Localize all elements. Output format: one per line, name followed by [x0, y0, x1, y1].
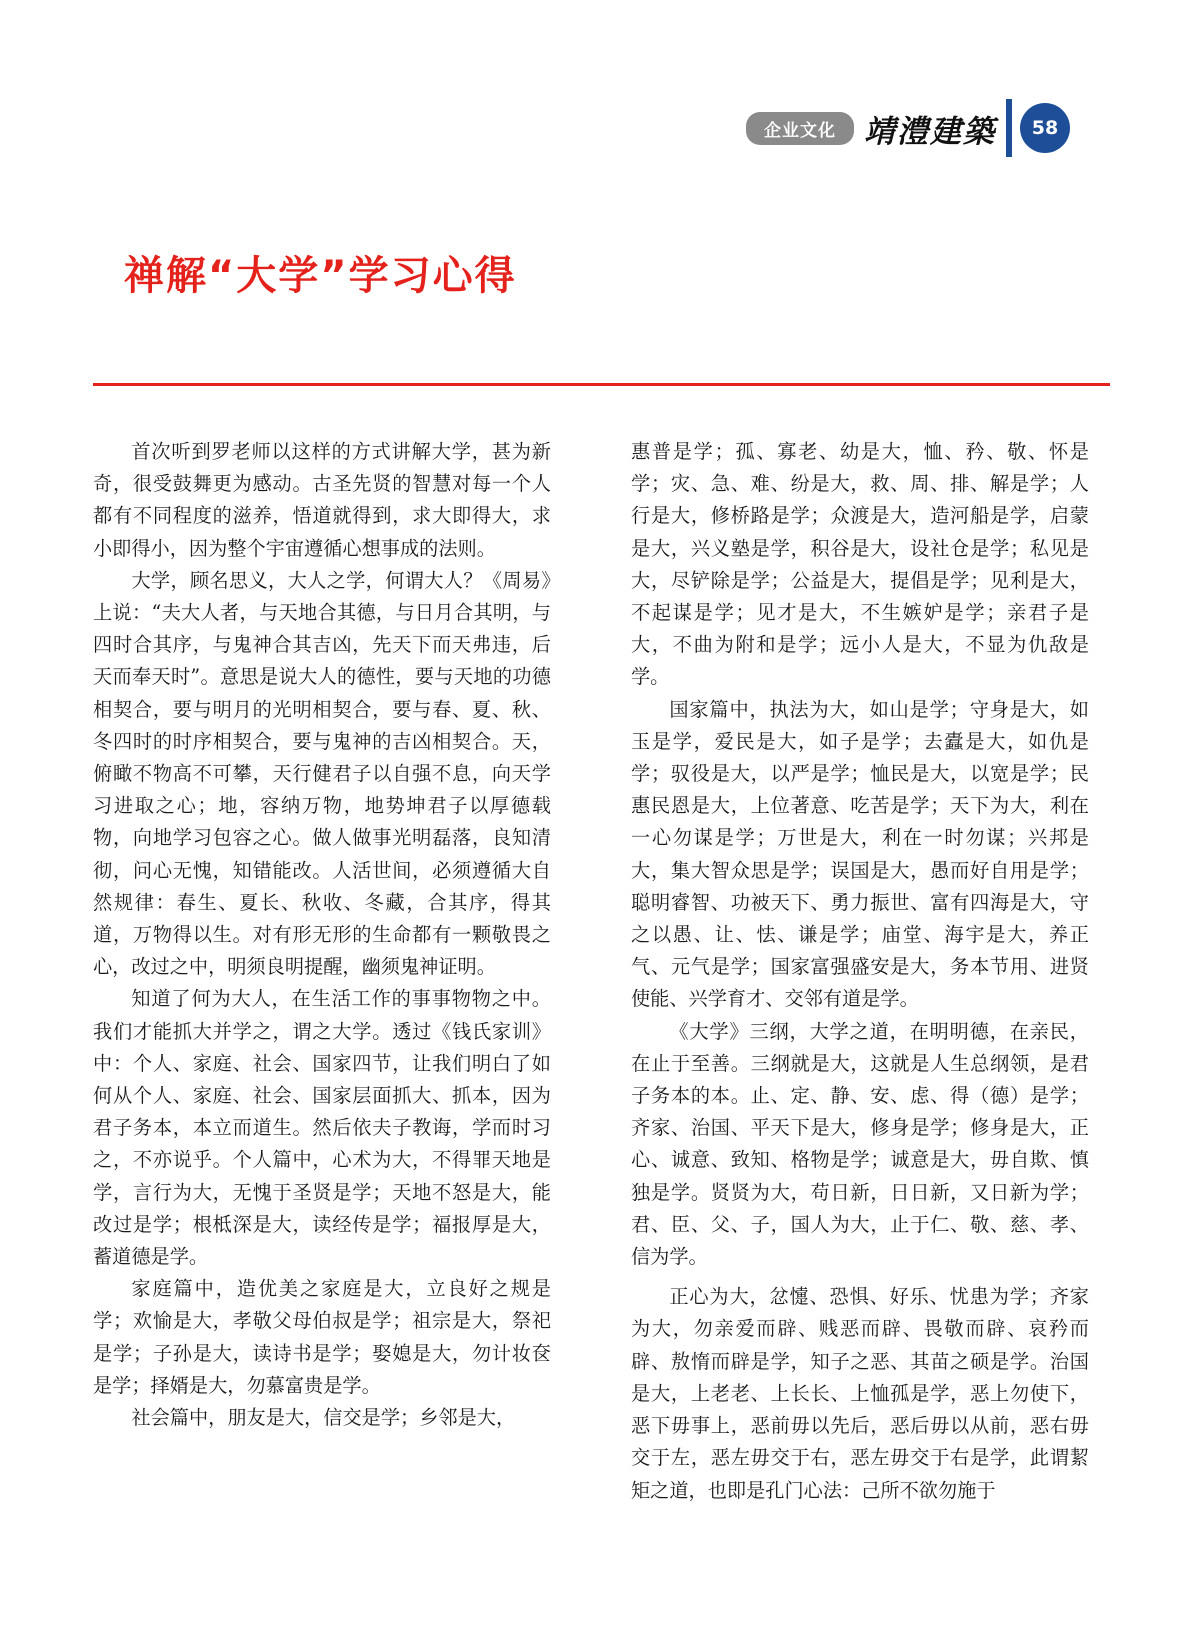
magazine-name: 靖澧建築 [864, 113, 996, 150]
page-number-badge: 58 [1020, 103, 1070, 153]
paragraph: 大学，顾名思义，大人之学，何谓大人？《周易》上说：“夫大人者，与天地合其德，与日月合其明，与四时合其序，与鬼神合其吉凶，先天下而天弗违，后天而奉天时”。意思是说大人的德性，要与天地的功德相契合，要与明月的光明相契合，要与春、夏、秋、冬四时的时序相契合，要与鬼神的吉凶相契合。天，俯瞰不物高不可攀，天行健君子以自强不息，向天学习进取之心；地，容纳万物，地势坤君子以厚德载物，向地学习包容之心。做人做事光明磊落，良知清彻，问心无愧，知错能改。人活世间，必须遵循大自然规律：春生、夏长、秋收、冬藏，合其序，得其道，万物得以生。对有形无形的生命都有一颗敬畏之心，改过之中，明须良明提醒，幽须鬼神证明。 [93, 568, 551, 979]
paragraph: 正心为大，忿懥、恐惧、好乐、忧患为学；齐家为大，勿亲爱而辟、贱恶而辟、畏敬而辟、哀矜而辟、敖惰而辟是学，知子之恶、其苗之硕是学。治国是大，上老老、上长长、上恤孤是学，恶上勿使下，恶下毋事上，恶前毋以先后，恶后毋以从前，恶右毋交于左，恶左毋交于右，恶左毋交于右是学，此谓絜矩之道，也即是孔门心法：己所不欲勿施于 [631, 1285, 1089, 1502]
paragraph-continued: 惠普是学；孤、寡老、幼是大，恤、矜、敬、怀是学；灾、急、难、纷是大，救、周、排、解是学；人行是大，修桥路是学；众渡是大，造河船是学，启蒙是大，兴义塾是学，积谷是大，设社仓是学；私见是大，尽铲除是学；公益是大，提倡是学；见利是大，不起谋是学；见才是大，不生嫉妒是学；亲君子是大，不曲为附和是学；远小人是大，不显为仇敌是学。 [631, 440, 1089, 689]
paragraph: 国家篇中，执法为大，如山是学；守身是大，如玉是学，爱民是大，如子是学；去蠹是大，如仇是学；驭役是大，以严是学；恤民是大，以宽是学；民惠民恩是大，上位著意、吃苦是学；天下为大，利在一心勿谋是学；万世是大，利在一时勿谋；兴邦是大，集大智众思是学；误国是大，愚而好自用是学；聪明睿智、功被天下、勇力振世、富有四海是大，守之以愚、让、怯、谦是学；庙堂、海宇是大，养正气、元气是学；国家富强盛安是大，务本节用、进贤使能、兴学育才、交邻有道是学。 [631, 697, 1089, 1011]
paragraph: 社会篇中，朋友是大，信交是学；乡邻是大， [131, 1406, 516, 1430]
section-badge: 企业文化 [746, 112, 854, 145]
page-header [746, 96, 1070, 160]
article-title: 禅解“大学”学习心得 [124, 253, 517, 299]
article-column-left [93, 436, 551, 1434]
article-column-right [631, 436, 1089, 1507]
title-divider [93, 383, 1110, 386]
header-divider-bar [1006, 99, 1012, 157]
paragraph: 首次听到罗老师以这样的方式讲解大学，甚为新奇，很受鼓舞更为感动。古圣先贤的智慧对每一个人都有不同程度的滋养，悟道就得到，求大即得大，求小即得小，因为整个宇宙遵循心想事成的法则。 [93, 440, 551, 560]
paragraph: 知道了何为大人，在生活工作的事事物物之中。我们才能抓大并学之，谓之大学。透过《钱氏家训》中：个人、家庭、社会、国家四节，让我们明白了如何从个人、家庭、社会、国家层面抓大、抓本，因为君子务本，本立而道生。然后依夫子教诲，学而时习之，不亦说乎。个人篇中，心术为大，不得罪天地是学，言行为大，无愧于圣贤是学；天地不怒是大，能改过是学；根柢深是大，读经传是学；福报厚是大，蓄道德是学。 [93, 987, 551, 1269]
paragraph: 家庭篇中，造优美之家庭是大，立良好之规是学；欢愉是大，孝敬父母伯叔是学；祖宗是大，祭祀是学；子孙是大，读诗书是学；娶媳是大，勿计妆奁是学；择婿是大，勿慕富贵是学。 [93, 1277, 551, 1397]
paragraph: 《大学》三纲，大学之道，在明明德，在亲民，在止于至善。三纲就是大，这就是人生总纲领，是君子务本的本。止、定、静、安、虑、得（德）是学；齐家、治国、平天下是大，修身是学；修身是大，正心、诚意、致知、格物是学；诚意是大，毋自欺、慎独是学。贤贤为大，苟日新，日日新，又日新为学；君、臣、父、子，国人为大，止于仁、敬、慈、孝、信为学。 [631, 1019, 1089, 1269]
